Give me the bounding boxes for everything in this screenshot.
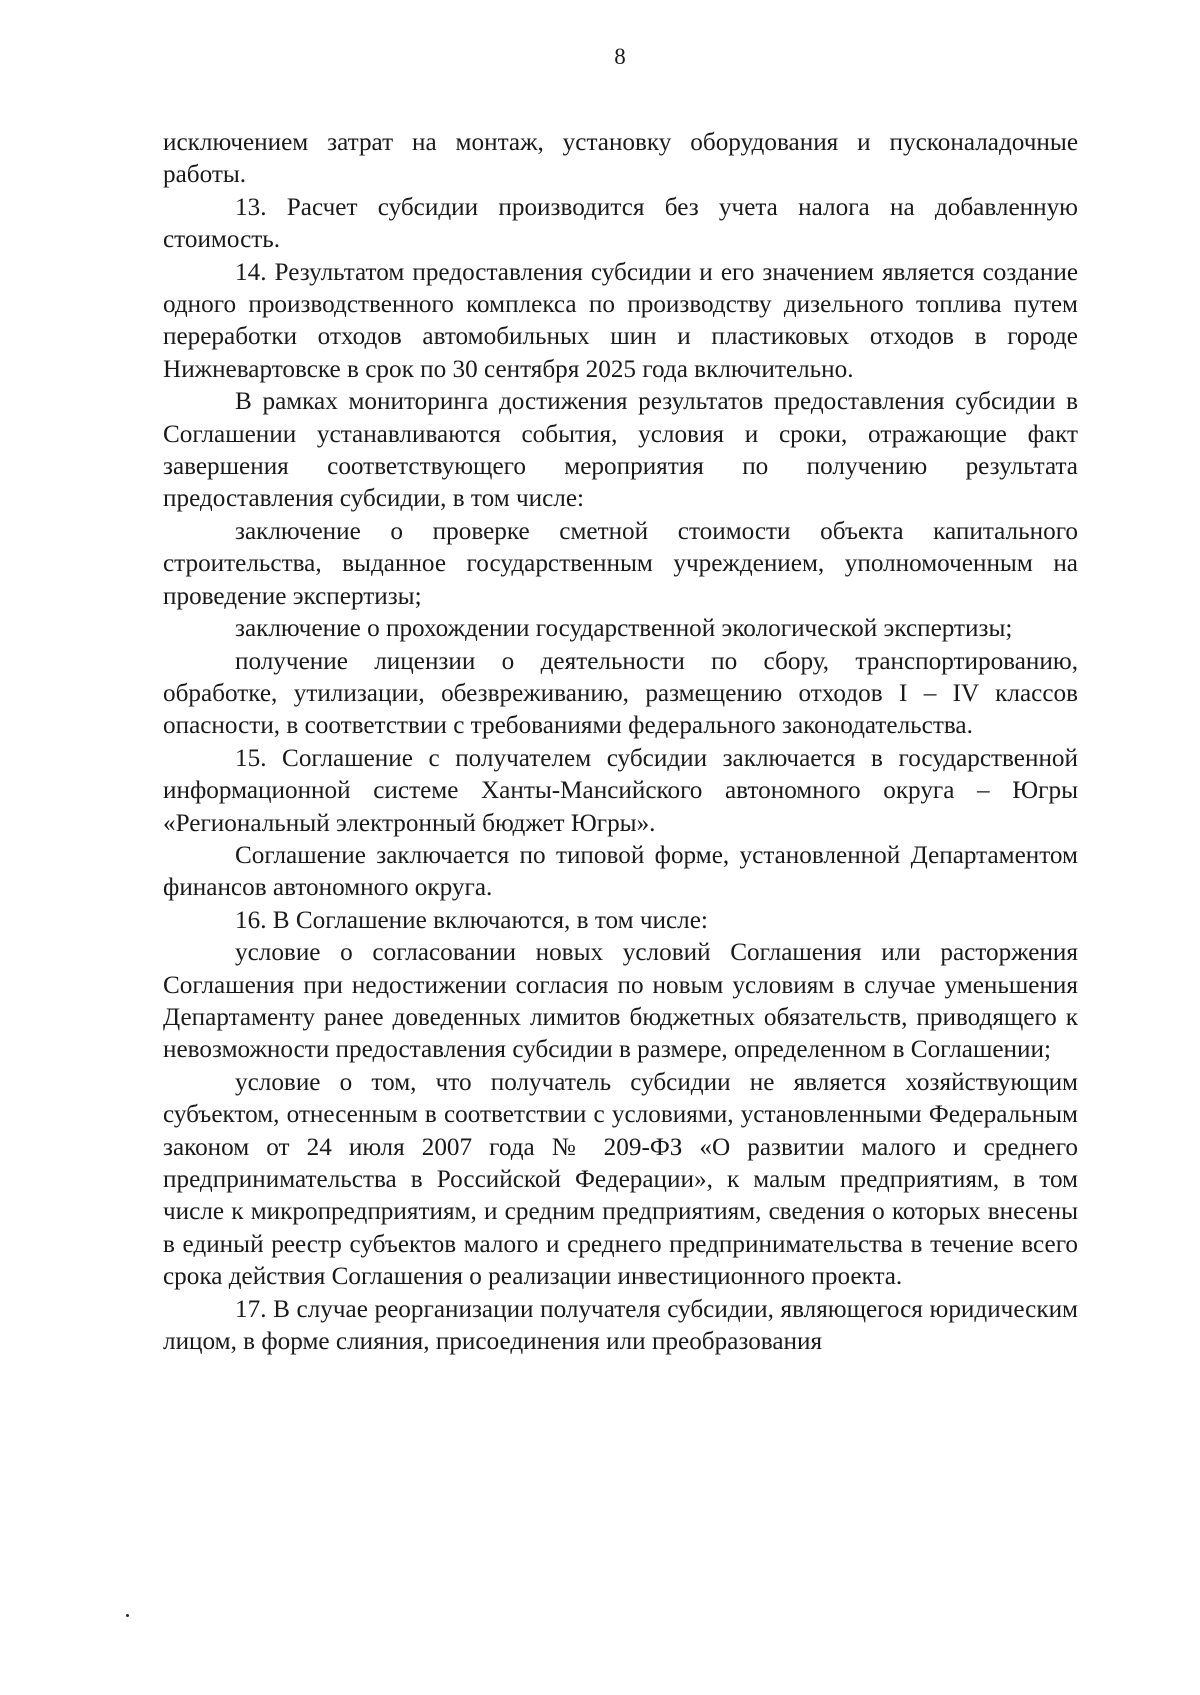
- paragraph-list-item: условие о согласовании новых условий Соглашения или расторжения Соглашения при недостижении согласия по новым условиям в случае уменьшения Департаменту ранее доведенных лимитов бюджетных обязательств, приводящего к невозможности предоставления субсидии в размере, определенном в Соглашении;: [163, 939, 1078, 1064]
- paragraph-continuation: исключением затрат на монтаж, установку оборудования и пусконаладочные работы.: [163, 129, 1078, 189]
- paragraph-item-16: 16. В Соглашение включаются, в том числе:: [235, 906, 708, 934]
- paragraph-item-14: 14. Результатом предоставления субсидии и его значением является создание одного производственного комплекса по производству дизельного топлива путем переработки отходов автомобильных шин и пластиковых отходов в городе Нижневартовске в срок по 30 сентября 2025 года включительно.: [163, 258, 1078, 383]
- paragraph-item-17: 17. В случае реорганизации получателя субсидии, являющегося юридическим лицом, в форме слияния, присоединения или преобразования: [163, 1295, 1078, 1356]
- paragraph-item-13: 13. Расчет субсидии производится без учета налога на добавленную стоимость.: [163, 193, 1078, 254]
- paragraph-monitoring: В рамках мониторинга достижения результатов предоставления субсидии в Соглашении устанавливаются события, условия и сроки, отражающие факт завершения соответствующего мероприятия по получению результата предоставления субсидии, в том числе:: [163, 388, 1078, 513]
- document-body: [163, 127, 1078, 1358]
- paragraph-list-item: условие о том, что получатель субсидии не является хозяйствующим субъектом, отнесенным в соответствии с условиями, установленными Федеральным законом от 24 июля 2007 года № 209-ФЗ «О развитии малого и среднего предпринимательства в Российской Федерации», к малым предприятиям, в том числе к микропредприятиям, и средним предприятиям, сведения о которых внесены в единый реестр субъектов малого и среднего предпринимательства в течение всего срока действия Соглашения о реализации инвестиционного проекта.: [163, 1068, 1078, 1291]
- paragraph-item-15: 15. Соглашение с получателем субсидии заключается в государственной информационной системе Ханты-Мансийского автономного округа – Югры «Региональный электронный бюджет Югры».: [163, 744, 1078, 837]
- scan-artifact-dot: [126, 1614, 129, 1617]
- paragraph-list-item: заключение о проверке сметной стоимости объекта капитального строительства, выданное государственным учреждением, уполномоченным на проведение экспертизы;: [163, 517, 1078, 610]
- paragraph-list-item: заключение о прохождении государственной экологической экспертизы;: [235, 615, 1013, 643]
- paragraph-agreement-form: Соглашение заключается по типовой форме, установленной Департаментом финансов автономного округа.: [163, 841, 1078, 902]
- page-number: 8: [614, 44, 626, 69]
- paragraph-list-item: получение лицензии о деятельности по сбору, транспортированию, обработке, утилизации, обезвреживанию, размещению отходов I – IV классов опасности, в соответствии с требованиями федерального законодательства.: [163, 647, 1078, 740]
